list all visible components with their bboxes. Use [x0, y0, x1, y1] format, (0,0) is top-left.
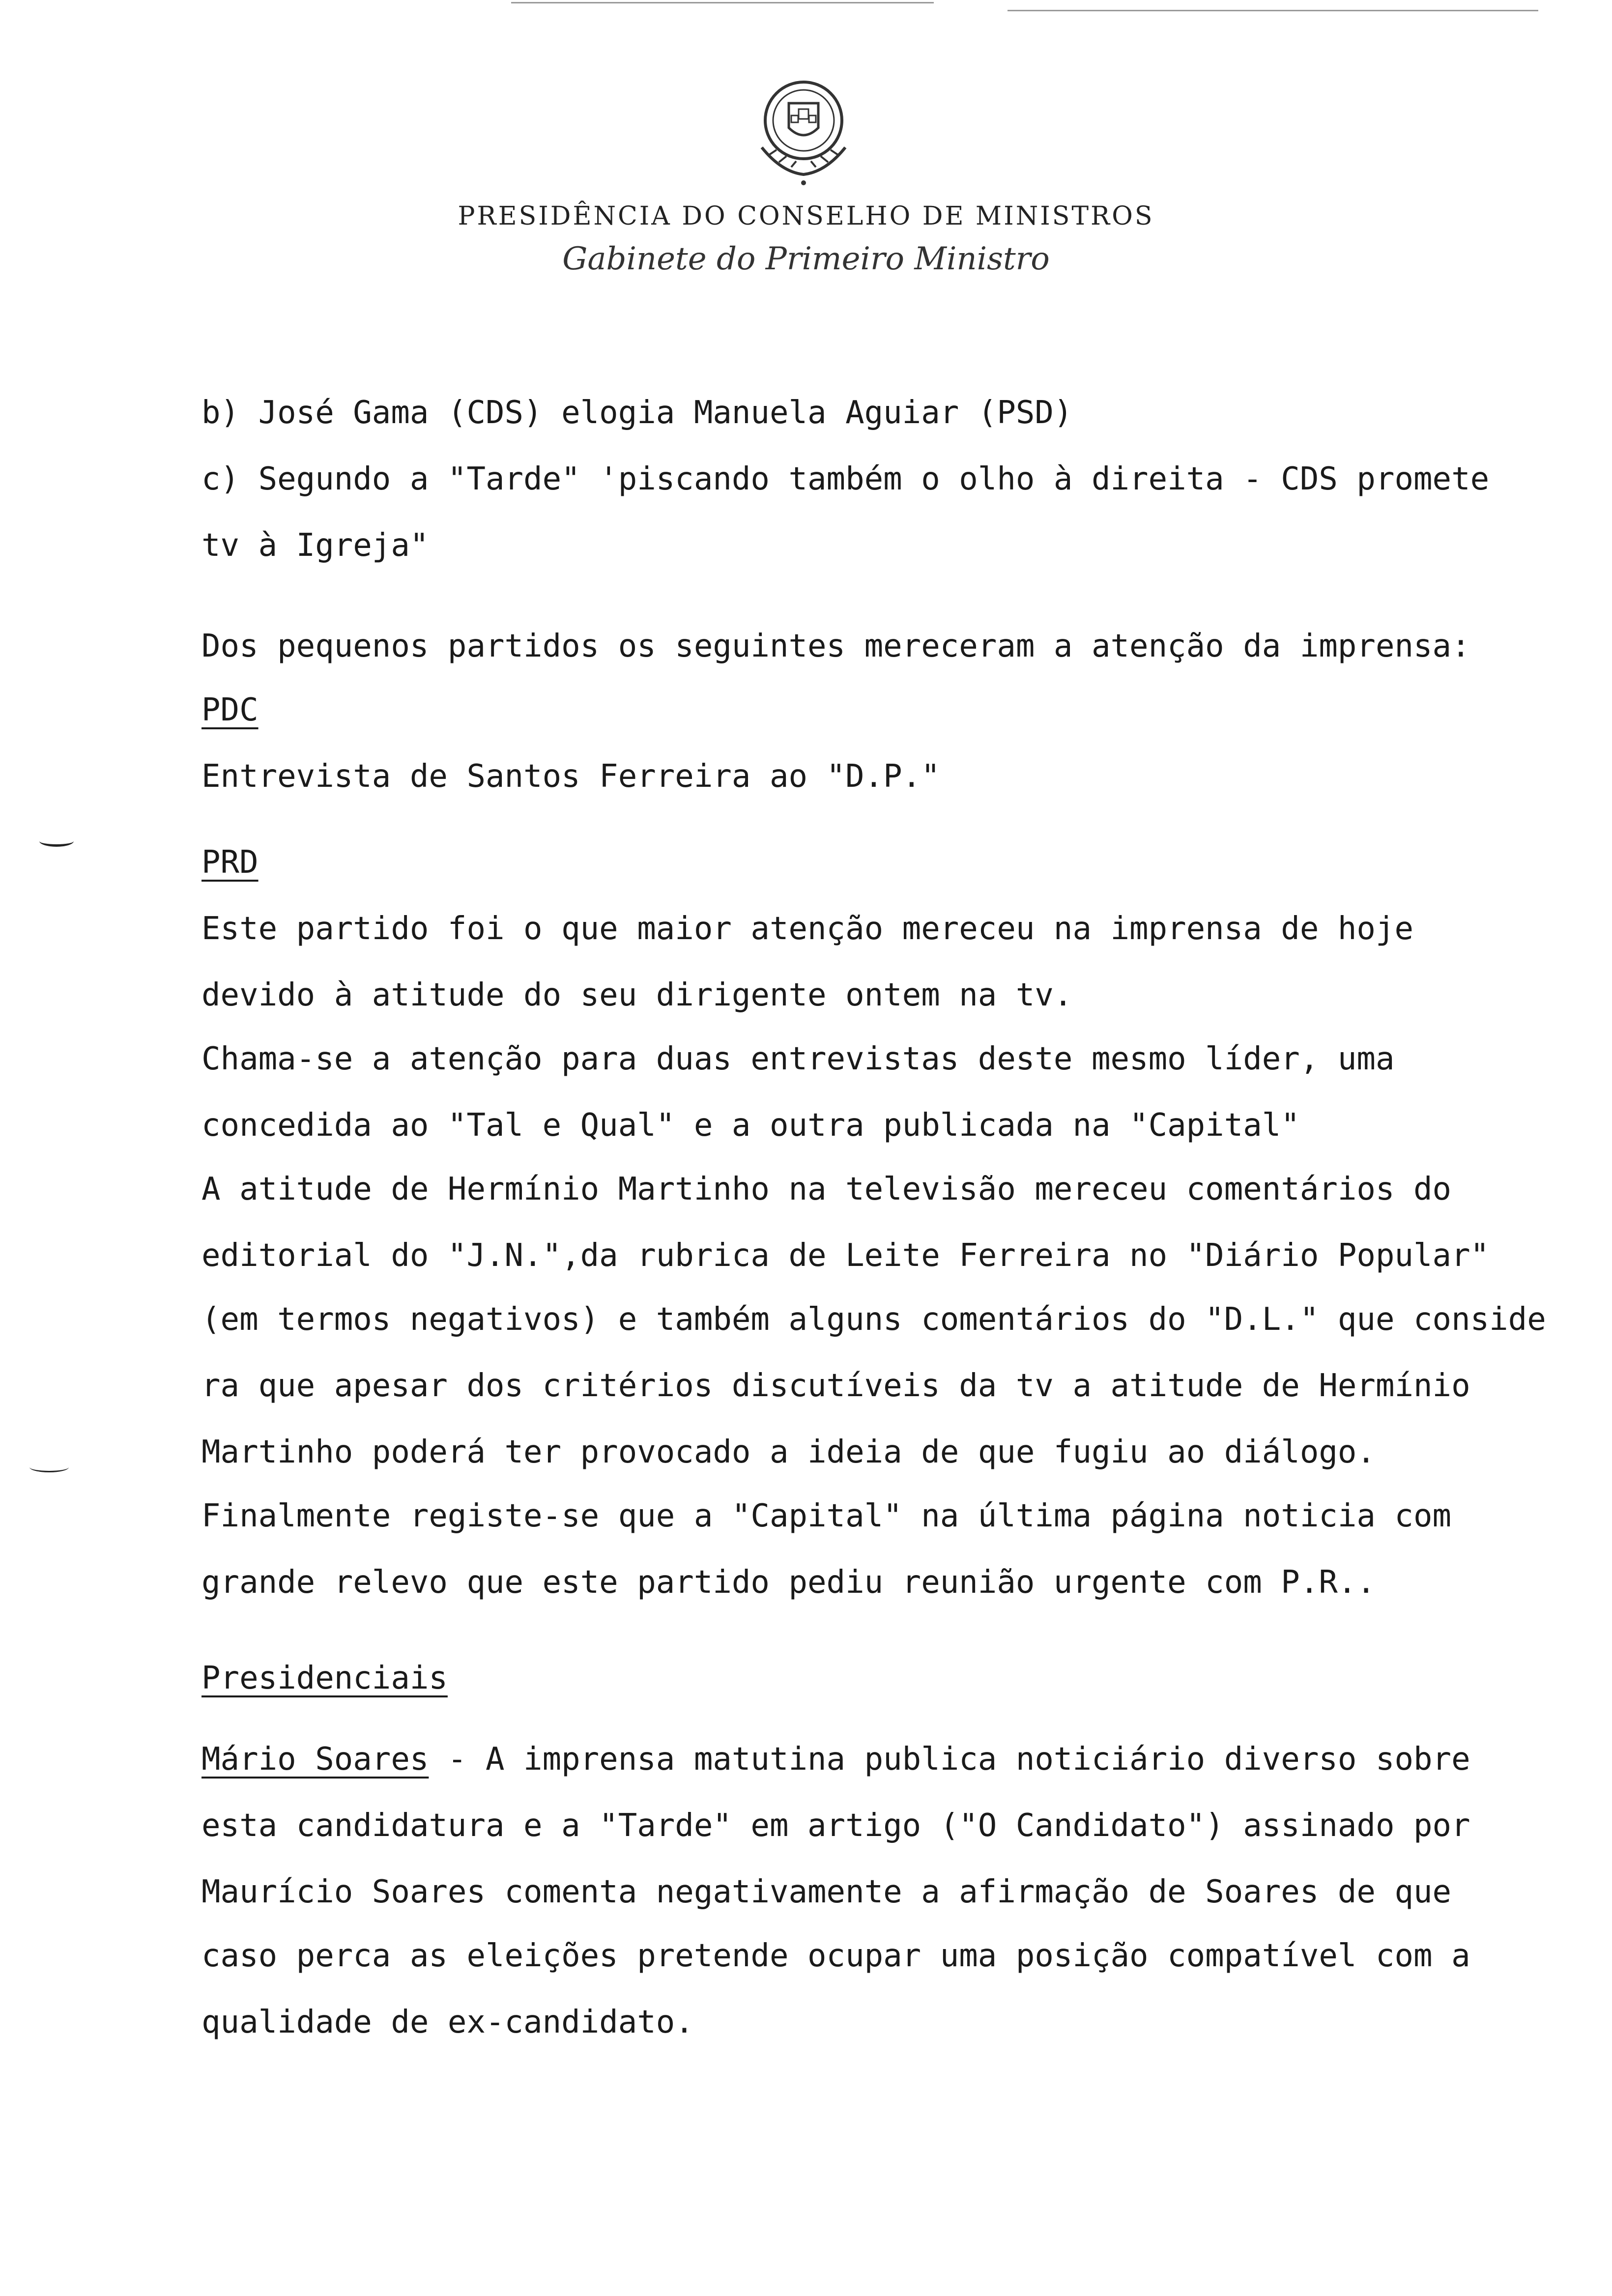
top-rule-left: [511, 2, 934, 3]
small-parties-intro: Dos pequenos partidos os seguintes mereceram a atenção da imprensa:: [202, 628, 1470, 664]
soares-first-rest: - A imprensa matutina publica noticiário diverso sobre: [429, 1741, 1470, 1778]
prd-line: grande relevo que este partido pediu reunião urgente com P.R..: [202, 1564, 1376, 1601]
soares-line: Maurício Soares comenta negativamente a afirmação de Soares de que: [202, 1874, 1452, 1910]
prd-line: ra que apesar dos critérios discutíveis da tv a atitude de Hermínio: [202, 1368, 1470, 1404]
prd-line: A atitude de Hermínio Martinho na televisão mereceu comentários do: [202, 1171, 1452, 1207]
office-subtitle: Gabinete do Primeiro Ministro: [562, 241, 1050, 277]
soares-line: esta candidatura e a "Tarde" em artigo ("O Candidato") assinado por: [202, 1808, 1470, 1844]
soares-name: Mário Soares: [202, 1741, 429, 1778]
prd-line: Chama-se a atenção para duas entrevistas deste mesmo líder, uma: [202, 1041, 1395, 1077]
pdc-text: Entrevista de Santos Ferreira ao "D.P.": [202, 758, 940, 795]
soares-line: qualidade de ex-candidato.: [202, 2004, 694, 2040]
soares-line: caso perca as eleições pretende ocupar uma posição compatível com a: [202, 1938, 1470, 1974]
soares-first-line: [202, 1740, 1470, 1779]
item-c-line-2: tv à Igreja": [202, 527, 429, 564]
prd-line: Finalmente registe-se que a "Capital" na última página noticia com: [202, 1498, 1452, 1534]
prd-line: (em termos negativos) e também alguns comentários do "D.L." que conside: [202, 1301, 1546, 1338]
punch-hole-mark-lower: [29, 1462, 69, 1472]
prd-line: Martinho poderá ter provocado a ideia de que fugiu ao diálogo.: [202, 1434, 1376, 1470]
prd-line: devido à atitude do seu dirigente ontem na tv.: [202, 977, 1073, 1013]
prd-line: Este partido foi o que maior atenção mereceu na imprensa de hoje: [202, 911, 1413, 947]
prd-heading: PRD: [202, 844, 259, 881]
pdc-heading: PDC: [202, 692, 259, 728]
ministry-title: PRESIDÊNCIA DO CONSELHO DE MINISTROS: [458, 201, 1154, 231]
coat-of-arms-seal: [742, 69, 865, 192]
top-rule-right: [1008, 10, 1538, 11]
item-c-line-1: c) Segundo a "Tarde" 'piscando também o olho à direita - CDS promete: [202, 461, 1490, 497]
prd-line: editorial do "J.N.",da rubrica de Leite Ferreira no "Diário Popular": [202, 1237, 1490, 1274]
prd-line: concedida ao "Tal e Qual" e a outra publicada na "Capital": [202, 1107, 1300, 1144]
presidenciais-heading: Presidenciais: [202, 1660, 448, 1696]
punch-hole-mark-upper: [39, 835, 74, 847]
item-b: b) José Gama (CDS) elogia Manuela Aguiar (PSD): [202, 395, 1073, 431]
